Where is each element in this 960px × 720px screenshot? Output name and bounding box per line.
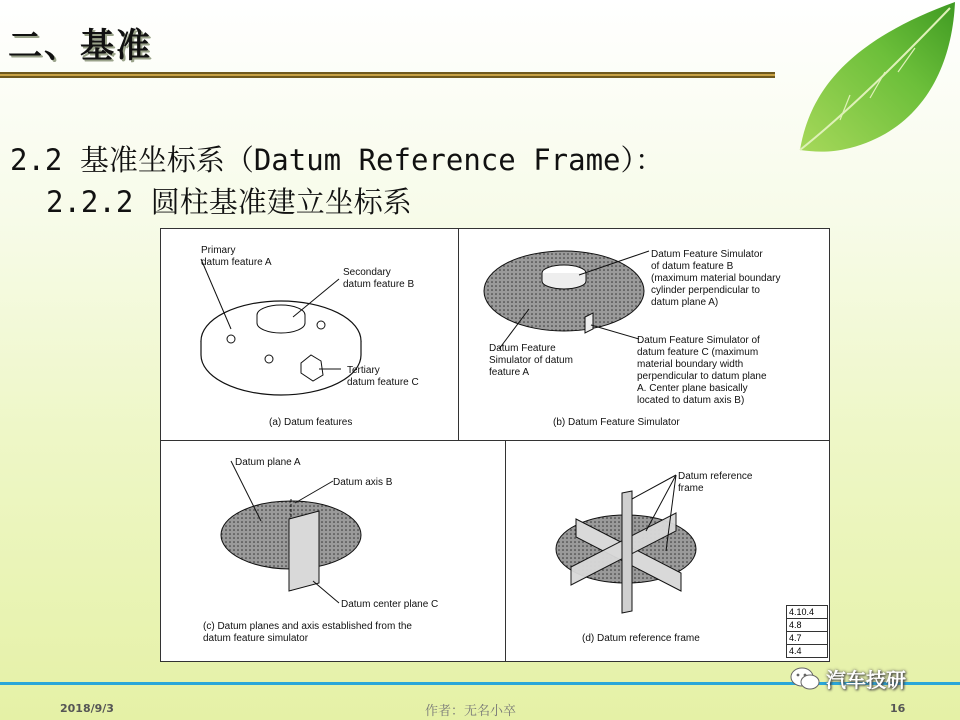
footer-author: 作者：无名小卒 [425, 704, 517, 719]
simulator-c-label: Datum Feature Simulator of datum feature C (maximum material boundary width perpendicular to datum plane A. Center plane basically located to datum axis B) [637, 335, 767, 406]
simulator-a-label: Datum Feature Simulator of datum feature A [489, 343, 573, 378]
footer-date: 2018/9/3 [60, 702, 114, 715]
watermark [790, 664, 906, 693]
page-number: 16 [890, 702, 906, 715]
slide-title: 二、基准 [8, 26, 152, 66]
reference-cell: 4.7 [787, 632, 828, 645]
reference-table [786, 605, 828, 658]
secondary-datum-label: Secondary datum feature B [343, 267, 415, 290]
wechat-icon [790, 666, 820, 692]
reference-cell: 4.4 [787, 645, 828, 658]
panel-b-caption: (b) Datum Feature Simulator [553, 417, 680, 428]
panel-reference-frame [506, 441, 829, 661]
reference-cell: 4.8 [787, 619, 828, 632]
primary-datum-label: Primary datum feature A [201, 245, 272, 268]
section-heading: 2.2 基准坐标系（Datum Reference Frame）： [10, 143, 664, 177]
panel-datum-simulator [459, 229, 829, 441]
datum-center-plane-label: Datum center plane C [341, 599, 439, 610]
panel-datum-planes [161, 441, 506, 661]
datum-plane-a-label: Datum plane A [235, 457, 301, 468]
panel-datum-features [161, 229, 459, 441]
leaf-icon [780, 0, 960, 160]
simulator-b-label: Datum Feature Simulator of datum feature B (maximum material boundary cylinder perpendicular to datum plane A) [651, 249, 781, 308]
datum-reference-frame-label: Datum reference frame [678, 471, 753, 494]
subsection-heading: 2.2.2 圆柱基准建立坐标系 [46, 185, 412, 219]
watermark-text: 汽车技研 [826, 668, 906, 692]
title-divider [0, 72, 775, 78]
panel-d-caption: (d) Datum reference frame [582, 633, 700, 644]
reference-cell: 4.10.4 [787, 606, 828, 619]
datum-axis-b-label: Datum axis B [333, 477, 393, 488]
datum-figure [160, 228, 830, 662]
panel-c-caption: (c) Datum planes and axis established from the datum feature simulator [203, 621, 412, 644]
panel-a-caption: (a) Datum features [269, 417, 353, 428]
tertiary-datum-label: Tertiary datum feature C [347, 365, 419, 388]
frame-drawing [506, 441, 829, 661]
